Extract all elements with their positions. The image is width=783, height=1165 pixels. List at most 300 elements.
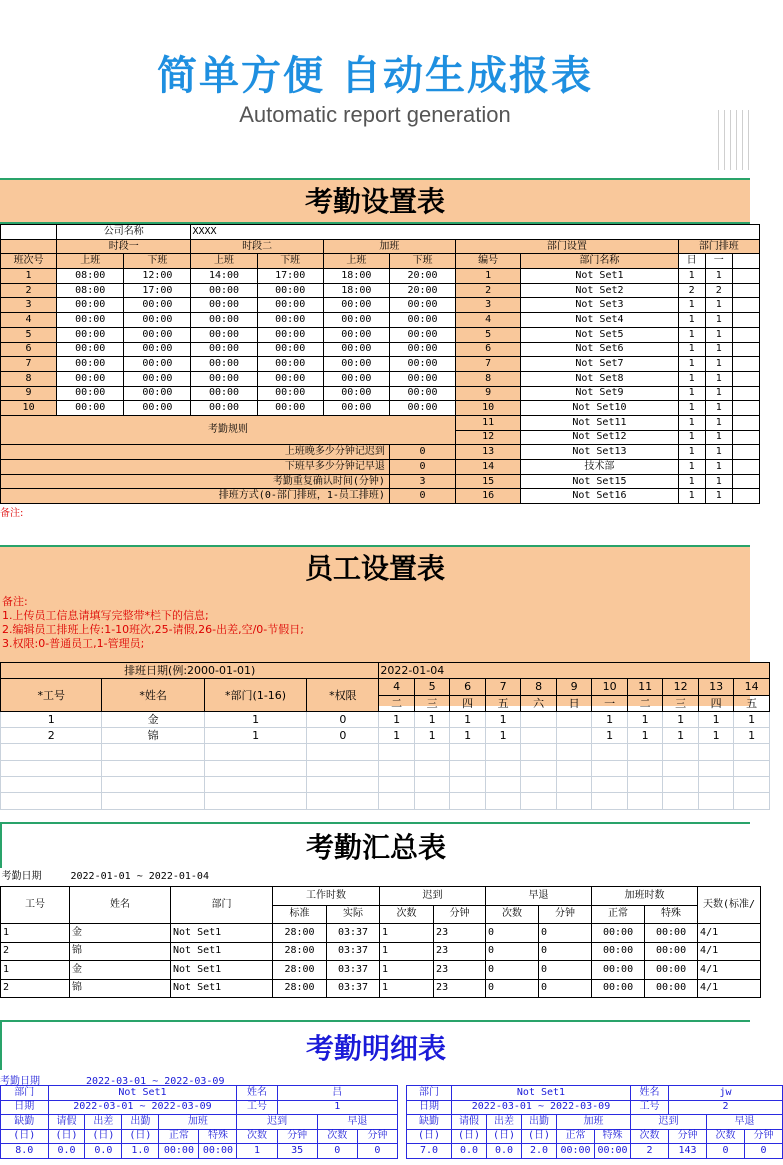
attendance-summary-title: 考勤汇总表 <box>305 831 446 864</box>
table-cell <box>732 254 759 269</box>
dept-mon: 1 <box>705 313 732 328</box>
schedule-cell: 1 <box>592 728 628 744</box>
employee-perm: 0 <box>307 728 379 744</box>
summary-id: 1 <box>1 961 70 980</box>
rule-label: 上班晚多少分钟记迟到 <box>1 445 390 460</box>
shift-time: 00:00 <box>257 371 323 386</box>
shift-number: 2 <box>1 283 57 298</box>
card-ot-header: 加班 <box>159 1115 237 1130</box>
settings-row <box>1 460 760 475</box>
note-line: 1.上传员工信息请填写完整带*栏下的信息; <box>2 609 209 622</box>
summary-days: 4/1 <box>698 924 761 943</box>
shift-time: 08:00 <box>57 283 124 298</box>
card-sub-header: (日) <box>85 1129 122 1144</box>
empty-cell <box>556 744 592 760</box>
shift-time: 00:00 <box>257 327 323 342</box>
dept-number: 15 <box>456 474 521 489</box>
card-value: 0 <box>745 1144 783 1159</box>
col-late: 迟到 <box>380 887 486 906</box>
rule-value: 3 <box>389 474 455 489</box>
summary-late-times: 1 <box>380 942 434 961</box>
dept-number: 2 <box>456 283 521 298</box>
dept-mon: 1 <box>705 386 732 401</box>
dept-day: 1 <box>678 342 705 357</box>
dept-name: Not Set15 <box>521 474 678 489</box>
dept-name: Not Set3 <box>521 298 678 313</box>
summary-id: 2 <box>1 942 70 961</box>
attendance-settings-title-band <box>0 178 750 224</box>
dept-name: Not Set4 <box>521 313 678 328</box>
shift-time: 00:00 <box>323 386 389 401</box>
shift-time: 00:00 <box>124 386 191 401</box>
dept-number: 4 <box>456 313 521 328</box>
schedule-cell <box>521 728 557 744</box>
settings-row <box>1 342 760 357</box>
dept-day: 1 <box>678 269 705 284</box>
shift-time: 00:00 <box>124 327 191 342</box>
shift-time: 00:00 <box>257 401 323 416</box>
empty-cell <box>698 793 734 809</box>
empty-cell <box>414 793 450 809</box>
settings-row <box>1 371 760 386</box>
empty-cell <box>556 793 592 809</box>
date-header: 7 <box>485 679 521 695</box>
card-date-row <box>407 1100 783 1115</box>
dept-name: Not Set8 <box>521 371 678 386</box>
empty-cell <box>204 760 306 776</box>
card-ot-header: 加班 <box>557 1115 631 1130</box>
table-cell <box>732 430 759 445</box>
card-sub-header: (日) <box>48 1129 85 1144</box>
summary-late-minutes: 23 <box>434 979 486 998</box>
empty-cell <box>698 760 734 776</box>
empty-cell <box>698 777 734 793</box>
day-header: 日 <box>678 254 705 269</box>
empty-cell <box>592 777 628 793</box>
dept-day: 1 <box>678 313 705 328</box>
summary-dept: Not Set1 <box>171 924 273 943</box>
attendance-summary-sheet <box>0 822 756 997</box>
empty-cell <box>102 760 204 776</box>
empty-cell <box>450 777 486 793</box>
card-sub-header: (日) <box>122 1129 159 1144</box>
card-trip-header: 出差 <box>487 1115 522 1130</box>
empty-cell <box>307 744 379 760</box>
summary-id: 2 <box>1 979 70 998</box>
summary-late-times: 1 <box>380 979 434 998</box>
summary-row <box>1 961 761 980</box>
summary-ot-normal: 00:00 <box>592 979 645 998</box>
empty-cell <box>1 760 102 776</box>
weekday-header: 五 <box>485 695 521 711</box>
card-values-row <box>1 1144 398 1159</box>
card-dept-row <box>407 1086 783 1101</box>
empty-cell <box>379 777 415 793</box>
summary-days: 4/1 <box>698 942 761 961</box>
card-date-label: 日期 <box>407 1100 452 1115</box>
weekday-header: 日 <box>556 695 592 711</box>
employee-settings-title-band <box>0 545 750 590</box>
dept-day: 1 <box>678 430 705 445</box>
attendance-settings-sheet <box>0 178 750 518</box>
table-cell <box>1 225 57 240</box>
card-date-label: 日期 <box>1 1100 49 1115</box>
dept-mon: 1 <box>705 430 732 445</box>
employee-name: 锦 <box>102 728 204 744</box>
dept-mon: 1 <box>705 460 732 475</box>
shift-number: 8 <box>1 371 57 386</box>
shift-time: 00:00 <box>57 327 124 342</box>
date-header: 10 <box>592 679 628 695</box>
dept-number: 12 <box>456 430 521 445</box>
settings-row <box>1 474 760 489</box>
summary-dept: Not Set1 <box>171 961 273 980</box>
summary-actual: 03:37 <box>327 961 380 980</box>
dept-number: 1 <box>456 269 521 284</box>
summary-early-times: 0 <box>486 961 539 980</box>
on-off-header: 上班 <box>191 254 257 269</box>
card-dept-row <box>1 1086 398 1101</box>
card-sub-header: (日) <box>407 1129 452 1144</box>
shift-time: 20:00 <box>389 283 455 298</box>
shift-time: 00:00 <box>257 283 323 298</box>
card-value: 00:00 <box>199 1144 237 1159</box>
card-header-1 <box>1 1115 398 1130</box>
summary-row <box>1 942 761 961</box>
dept-no-header: 编号 <box>456 254 521 269</box>
empty-cell <box>521 793 557 809</box>
empty-cell <box>627 777 663 793</box>
schedule-cell: 1 <box>627 711 663 727</box>
shift-time: 00:00 <box>257 298 323 313</box>
summary-early-times: 0 <box>486 924 539 943</box>
shift-time: 00:00 <box>124 342 191 357</box>
shift-time: 00:00 <box>124 313 191 328</box>
shift-time: 00:00 <box>323 327 389 342</box>
attendance-detail-sheet <box>0 1020 774 1165</box>
empty-cell <box>521 760 557 776</box>
col-id: 工号 <box>1 887 70 924</box>
settings-row <box>1 313 760 328</box>
schedule-cell: 1 <box>485 728 521 744</box>
card-value: 0.0 <box>487 1144 522 1159</box>
schedule-cell: 1 <box>663 711 699 727</box>
card-value: 0 <box>357 1144 397 1159</box>
table-cell <box>732 489 759 504</box>
empty-row <box>1 744 770 760</box>
empty-cell <box>734 744 770 760</box>
table-cell <box>732 327 759 342</box>
weekday-header: 四 <box>450 695 486 711</box>
schedule-cell: 1 <box>485 711 521 727</box>
dept-day: 1 <box>678 327 705 342</box>
dept-name: 技术部 <box>521 460 678 475</box>
rule-label: 下班早多少分钟记早退 <box>1 460 390 475</box>
summary-dept: Not Set1 <box>171 942 273 961</box>
empty-cell <box>592 760 628 776</box>
on-off-header: 上班 <box>57 254 124 269</box>
table-cell <box>732 460 759 475</box>
sub-header: 标准 <box>273 905 327 924</box>
empty-cell <box>1 744 102 760</box>
card-sub-header: 次数 <box>237 1129 277 1144</box>
summary-early-minutes: 0 <box>539 961 592 980</box>
summary-late-minutes: 23 <box>434 961 486 980</box>
card-sub-header: 正常 <box>557 1129 595 1144</box>
period-row <box>1 868 761 887</box>
dept-name: Not Set13 <box>521 445 678 460</box>
shift-time: 00:00 <box>257 313 323 328</box>
shift-time: 00:00 <box>57 357 124 372</box>
summary-late-times: 1 <box>380 924 434 943</box>
shift-time: 00:00 <box>257 342 323 357</box>
dept-day: 2 <box>678 283 705 298</box>
summary-row <box>1 924 761 943</box>
dept-day: 1 <box>678 386 705 401</box>
card-id-label: 工号 <box>631 1100 669 1115</box>
settings-row <box>1 401 760 416</box>
date-header: 9 <box>556 679 592 695</box>
empty-cell <box>556 777 592 793</box>
card-value: 0.0 <box>452 1144 487 1159</box>
dept-day: 1 <box>678 460 705 475</box>
weekday-header: 一 <box>592 695 628 711</box>
empty-cell <box>379 744 415 760</box>
empty-cell <box>663 777 699 793</box>
employee-id: 2 <box>1 728 102 744</box>
dept-mon: 1 <box>705 445 732 460</box>
card-value: 35 <box>277 1144 317 1159</box>
header-row-1 <box>1 887 761 906</box>
card-value: 00:00 <box>159 1144 199 1159</box>
summary-ot-special: 00:00 <box>645 979 698 998</box>
dept-number: 11 <box>456 415 521 430</box>
shift-time: 00:00 <box>191 298 257 313</box>
shift-time: 00:00 <box>124 401 191 416</box>
shift-time: 00:00 <box>57 313 124 328</box>
note-line: 3.权限:0-普通员工,1-管理员; <box>2 637 145 650</box>
date-header: 13 <box>698 679 734 695</box>
shift-time: 00:00 <box>124 357 191 372</box>
dept-day: 1 <box>678 489 705 504</box>
shift-number: 4 <box>1 313 57 328</box>
date-header: 14 <box>734 679 770 695</box>
dept-day: 1 <box>678 371 705 386</box>
shift-time: 00:00 <box>191 371 257 386</box>
empty-cell <box>734 760 770 776</box>
col-early: 早退 <box>486 887 592 906</box>
card-values-row <box>407 1144 783 1159</box>
table-cell <box>380 868 761 887</box>
summary-early-times: 0 <box>486 979 539 998</box>
dept-mon: 1 <box>705 415 732 430</box>
shift-time: 00:00 <box>389 386 455 401</box>
empty-cell <box>450 744 486 760</box>
shift-time: 00:00 <box>323 313 389 328</box>
settings-row <box>1 283 760 298</box>
company-value: XXXX <box>191 225 760 240</box>
detail-period-label: 考勤日期 <box>0 1076 40 1087</box>
dept-name: Not Set7 <box>521 357 678 372</box>
empty-cell <box>414 777 450 793</box>
empty-cell <box>102 777 204 793</box>
dept-name: Not Set12 <box>521 430 678 445</box>
empty-cell <box>556 760 592 776</box>
summary-ot-special: 00:00 <box>645 942 698 961</box>
table-cell <box>732 269 759 284</box>
schedule-cell: 1 <box>592 711 628 727</box>
card-date-value: 2022-03-01 ~ 2022-03-09 <box>48 1100 237 1115</box>
dept-name: Not Set10 <box>521 401 678 416</box>
weekday-header: 二 <box>627 695 663 711</box>
shift-time: 17:00 <box>257 269 323 284</box>
card-header-2 <box>407 1129 783 1144</box>
overtime-header: 加班 <box>323 239 455 254</box>
card-sub-header: (日) <box>1 1129 49 1144</box>
card-value: 0 <box>317 1144 357 1159</box>
shift-time: 00:00 <box>389 298 455 313</box>
empty-cell <box>414 744 450 760</box>
card-sub-header: 次数 <box>631 1129 669 1144</box>
empty-cell <box>485 793 521 809</box>
settings-row <box>1 489 760 504</box>
settings-row <box>1 269 760 284</box>
dept-name: Not Set11 <box>521 415 678 430</box>
card-name-value: jw <box>669 1086 783 1101</box>
shift-time: 08:00 <box>57 269 124 284</box>
card-sub-header: 次数 <box>317 1129 357 1144</box>
summary-actual: 03:37 <box>327 942 380 961</box>
table-cell <box>732 401 759 416</box>
empty-cell <box>379 760 415 776</box>
card-name-label: 姓名 <box>237 1086 277 1101</box>
shift-time: 00:00 <box>124 371 191 386</box>
shift-number: 9 <box>1 386 57 401</box>
summary-name: 金 <box>70 924 171 943</box>
dept-name: Not Set5 <box>521 327 678 342</box>
card-value: 0 <box>707 1144 745 1159</box>
on-off-header: 下班 <box>124 254 191 269</box>
table-cell <box>1 239 57 254</box>
attendance-detail-title-band <box>0 1020 750 1070</box>
shift-time: 00:00 <box>57 342 124 357</box>
dept-number: 14 <box>456 460 521 475</box>
rule-value: 0 <box>389 445 455 460</box>
empty-cell <box>734 793 770 809</box>
sub-header: 分钟 <box>434 905 486 924</box>
employee-name: 金 <box>102 711 204 727</box>
empty-cell <box>485 744 521 760</box>
card-sub-header: (日) <box>487 1129 522 1144</box>
shift-time: 00:00 <box>191 357 257 372</box>
schedule-date-label: 排班日期(例:2000-01-01) <box>1 663 379 679</box>
summary-period-value: 2022-01-01 ~ 2022-01-04 <box>70 871 209 882</box>
date-header: 8 <box>521 679 557 695</box>
employee-dept: 1 <box>204 711 306 727</box>
header-row-2 <box>1 254 760 269</box>
empty-cell <box>307 793 379 809</box>
employee-settings-sheet <box>0 545 759 800</box>
shift-time: 00:00 <box>323 298 389 313</box>
dept-name: Not Set16 <box>521 489 678 504</box>
header-row <box>1 679 770 695</box>
summary-name: 金 <box>70 961 171 980</box>
col-employee-perm: *权限 <box>307 679 379 712</box>
shift-time: 00:00 <box>257 386 323 401</box>
shift-time: 00:00 <box>389 401 455 416</box>
dept-mon: 1 <box>705 357 732 372</box>
shift-time: 00:00 <box>323 371 389 386</box>
shift-time: 00:00 <box>191 342 257 357</box>
dept-day: 1 <box>678 298 705 313</box>
card-sub-header: 分钟 <box>357 1129 397 1144</box>
dept-number: 5 <box>456 327 521 342</box>
card-late-header: 迟到 <box>237 1115 317 1130</box>
sub-header: 实际 <box>327 905 380 924</box>
schedule-cell: 1 <box>734 728 770 744</box>
dept-day: 1 <box>678 357 705 372</box>
summary-std: 28:00 <box>273 924 327 943</box>
note-line: 备注: <box>2 595 28 608</box>
col-employee-name: *姓名 <box>102 679 204 712</box>
dept-number: 6 <box>456 342 521 357</box>
weekday-header: 五 <box>734 695 770 711</box>
card-sub-header: 分钟 <box>277 1129 317 1144</box>
weekday-header: 二 <box>379 695 415 711</box>
attendance-settings-note: 备注: <box>0 508 24 519</box>
detail-period-value: 2022-03-01 ~ 2022-03-09 <box>86 1076 225 1087</box>
settings-row <box>1 327 760 342</box>
card-trip-header: 出差 <box>85 1115 122 1130</box>
rule-label: 考勤重复确认时间(分钟) <box>1 474 390 489</box>
shift-time: 00:00 <box>191 283 257 298</box>
shift-time: 00:00 <box>57 401 124 416</box>
shift-number: 1 <box>1 269 57 284</box>
table-cell <box>732 474 759 489</box>
employee-id: 1 <box>1 711 102 727</box>
empty-cell <box>521 744 557 760</box>
card-early-header: 早退 <box>707 1115 783 1130</box>
shift-time: 00:00 <box>389 371 455 386</box>
schedule-cell: 1 <box>379 728 415 744</box>
card-sub-header: 分钟 <box>669 1129 707 1144</box>
date-header: 12 <box>663 679 699 695</box>
empty-cell <box>1 777 102 793</box>
shift-time: 18:00 <box>323 269 389 284</box>
summary-name: 锦 <box>70 942 171 961</box>
summary-name: 锦 <box>70 979 171 998</box>
dept-name-header: 部门名称 <box>521 254 678 269</box>
sub-header: 分钟 <box>539 905 592 924</box>
summary-late-minutes: 23 <box>434 942 486 961</box>
shift-time: 18:00 <box>323 283 389 298</box>
summary-row <box>1 979 761 998</box>
schedule-cell: 1 <box>734 711 770 727</box>
empty-cell <box>204 793 306 809</box>
dept-mon: 1 <box>705 298 732 313</box>
schedule-date-row <box>1 663 770 679</box>
summary-actual: 03:37 <box>327 979 380 998</box>
shift-time: 20:00 <box>389 269 455 284</box>
dept-name: Not Set9 <box>521 386 678 401</box>
shift-number: 3 <box>1 298 57 313</box>
card-sub-header: 特殊 <box>595 1129 631 1144</box>
settings-row <box>1 298 760 313</box>
empty-cell <box>521 777 557 793</box>
empty-cell <box>307 760 379 776</box>
card-id-value: 1 <box>277 1100 397 1115</box>
summary-ot-special: 00:00 <box>645 961 698 980</box>
